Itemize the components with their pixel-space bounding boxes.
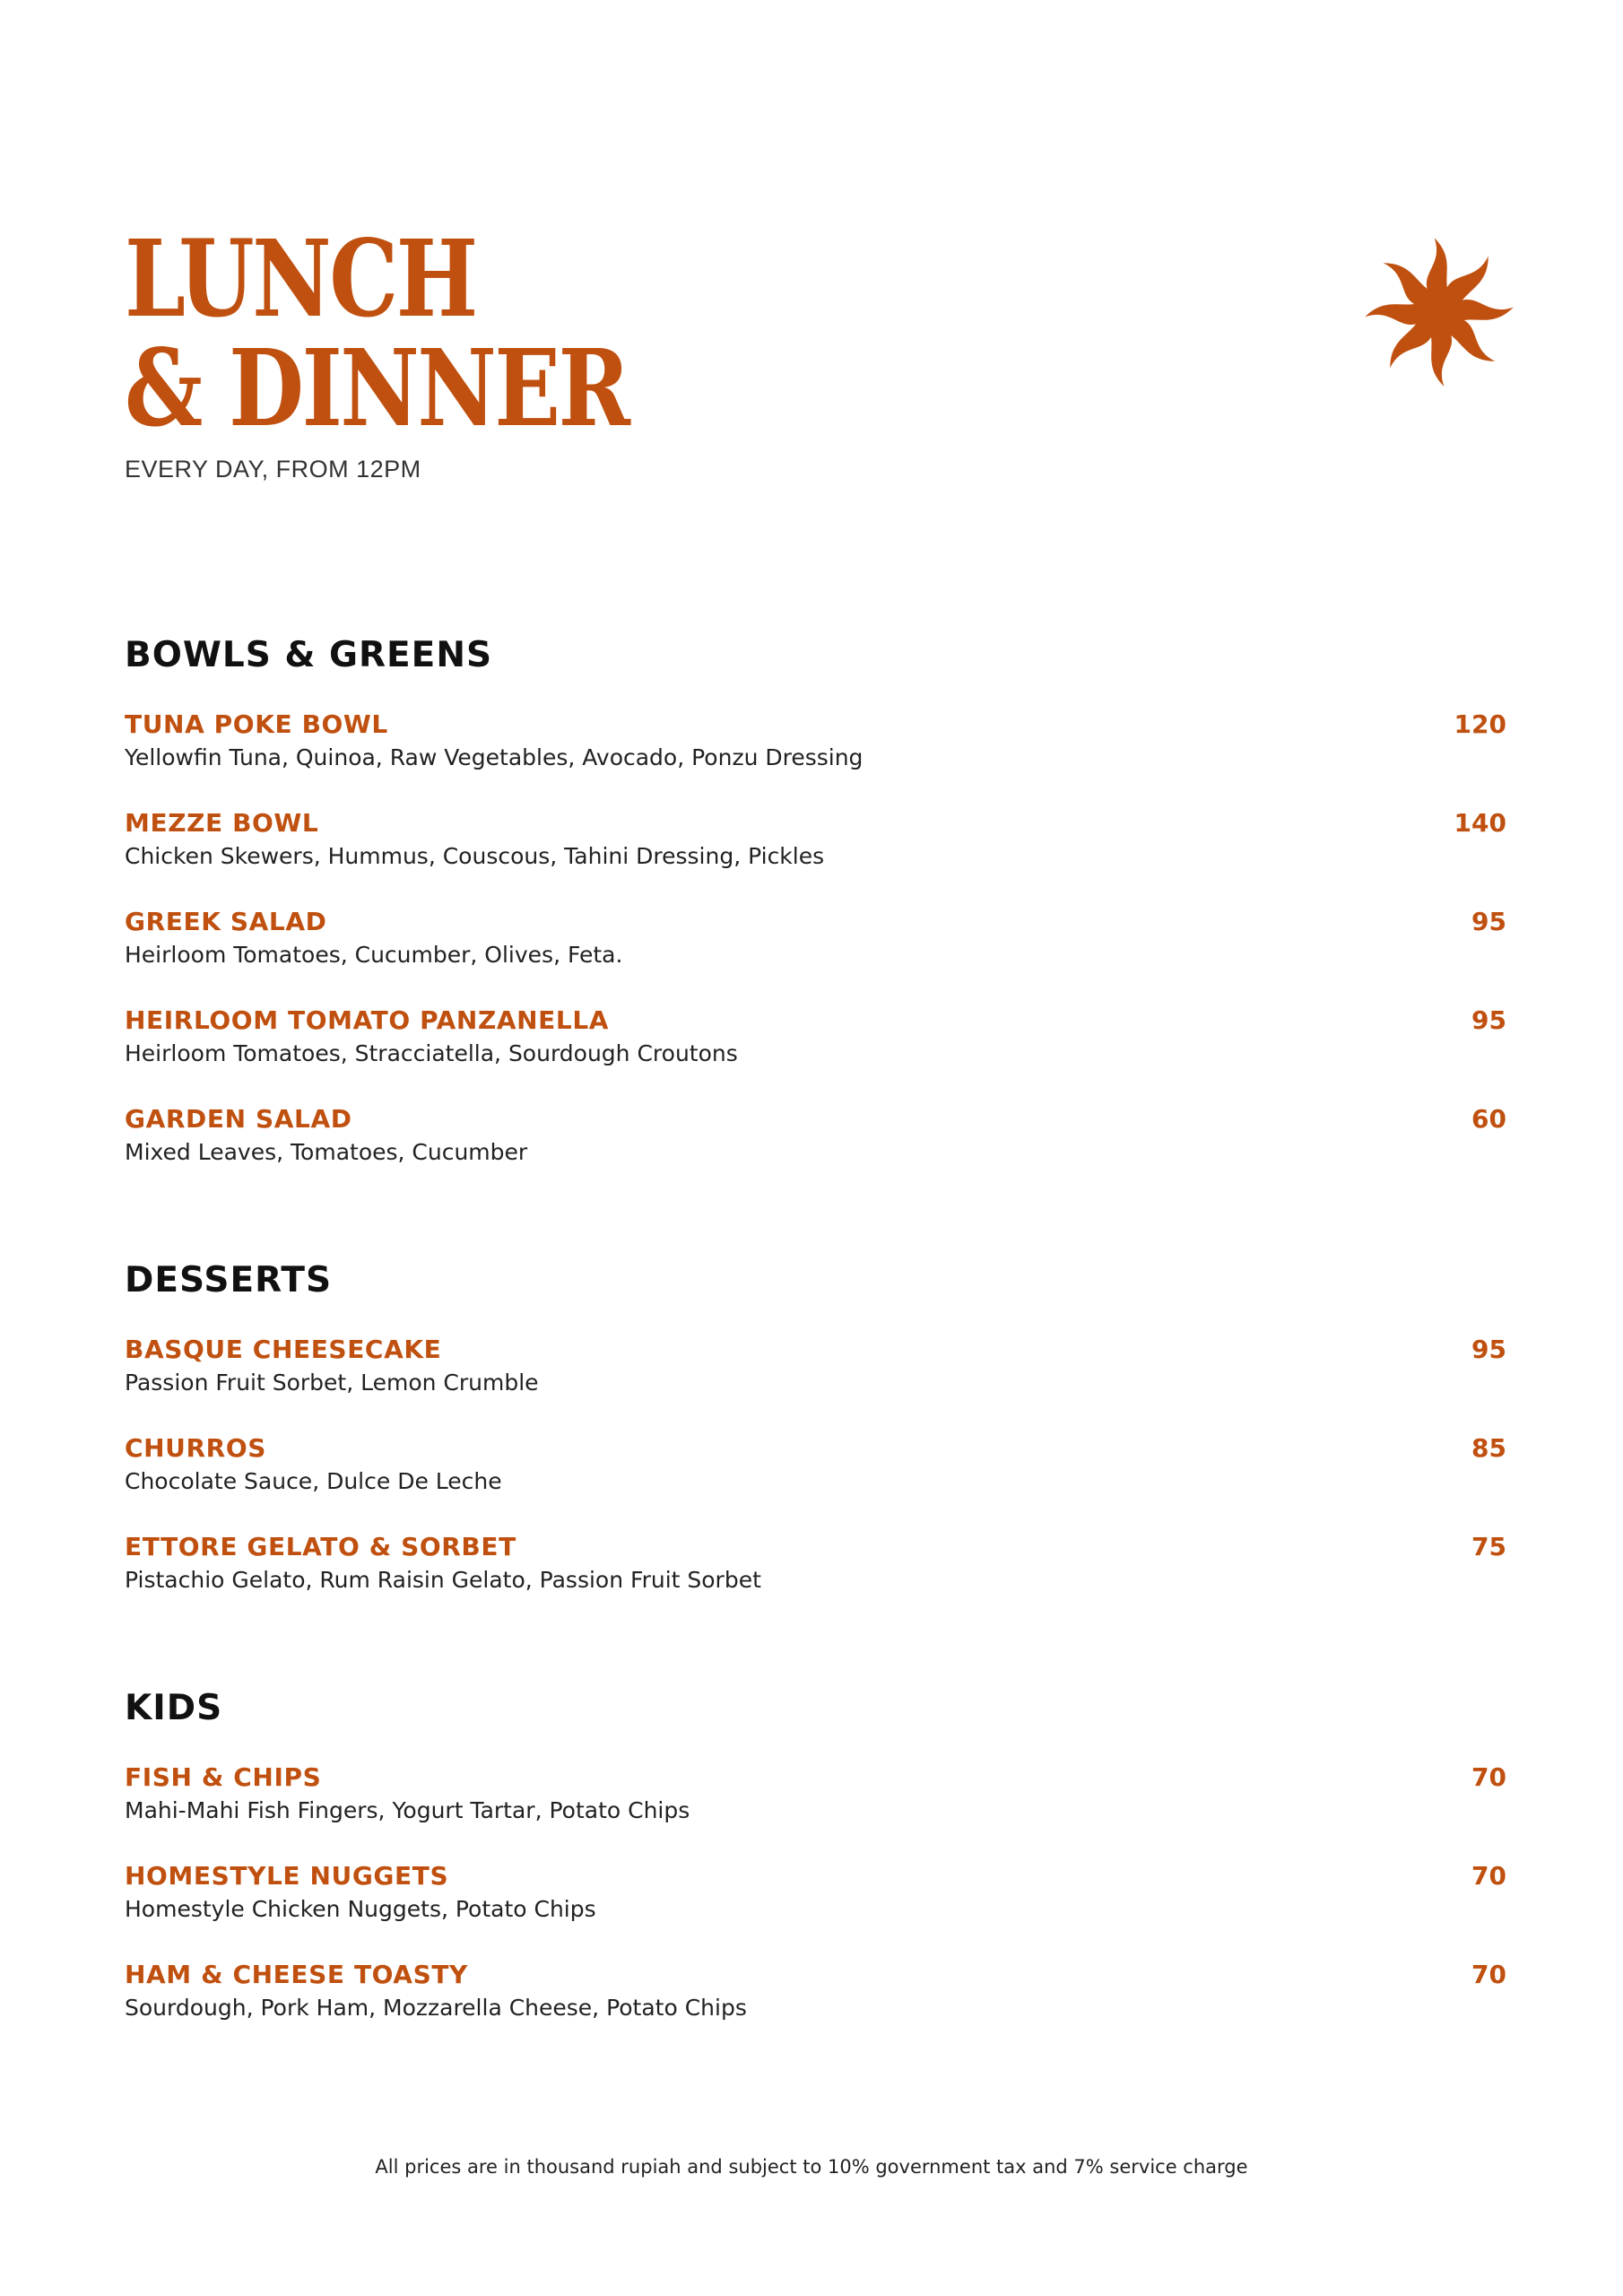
item-price: 85: [1471, 1433, 1506, 1463]
item-description: Heirloom Tomatoes, Cucumber, Olives, Feta.: [125, 942, 623, 968]
item-description: Chicken Skewers, Hummus, Couscous, Tahini Dressing, Pickles: [125, 843, 825, 869]
item-name: FISH & CHIPS: [125, 1762, 322, 1792]
item-description: Passion Fruit Sorbet, Lemon Crumble: [125, 1370, 539, 1396]
menu-title: [125, 216, 1257, 450]
item-price: 95: [1471, 907, 1506, 936]
menu-item: [125, 1432, 1506, 1531]
item-price: 75: [1471, 1532, 1506, 1561]
item-name: GARDEN SALAD: [125, 1104, 352, 1134]
section-heading: KIDS: [125, 1688, 223, 1728]
item-description: Yellowfin Tuna, Quinoa, Raw Vegetables, Avocado, Ponzu Dressing: [125, 744, 864, 770]
menu-item: [125, 709, 1506, 807]
menu-item: [125, 1004, 1506, 1103]
service-hours: EVERY DAY, FROM 12PM: [125, 456, 421, 483]
item-name: MEZZE BOWL: [125, 808, 319, 838]
item-price: 95: [1471, 1335, 1506, 1364]
item-name: CHURROS: [125, 1433, 267, 1463]
item-name: ETTORE GELATO & SORBET: [125, 1532, 516, 1561]
item-description: Chocolate Sauce, Dulce De Leche: [125, 1468, 502, 1494]
menu-title-line-2: & DINNER: [125, 326, 629, 450]
item-description: Heirloom Tomatoes, Stracciatella, Sourdough Croutons: [125, 1040, 738, 1066]
item-price: 70: [1471, 1861, 1506, 1891]
menu-item: [125, 1761, 1506, 1860]
item-price: 70: [1471, 1960, 1506, 1989]
item-name: TUNA POKE BOWL: [125, 709, 388, 739]
menu-item: [125, 1103, 1506, 1202]
item-name: GREEK SALAD: [125, 907, 327, 936]
item-price: 140: [1454, 808, 1506, 838]
pricing-note: All prices are in thousand rupiah and subject to 10% government tax and 7% service charge: [375, 2156, 1248, 2178]
item-description: Mahi-Mahi Fish Fingers, Yogurt Tartar, Potato Chips: [125, 1797, 690, 1823]
menu-item: [125, 1334, 1506, 1432]
menu-item: [125, 807, 1506, 906]
item-price: 70: [1471, 1762, 1506, 1792]
item-price: 120: [1454, 709, 1506, 739]
item-name: HEIRLOOM TOMATO PANZANELLA: [125, 1005, 610, 1035]
item-name: HOMESTYLE NUGGETS: [125, 1861, 449, 1891]
menu-title-line-1: LUNCH: [125, 216, 476, 341]
item-description: Pistachio Gelato, Rum Raisin Gelato, Passion Fruit Sorbet: [125, 1567, 761, 1593]
menu-item: [125, 1531, 1506, 1630]
menu-item: [125, 1959, 1506, 2057]
section-bowls-greens: [125, 633, 1506, 1202]
item-description: Homestyle Chicken Nuggets, Potato Chips: [125, 1896, 596, 1922]
section-heading: DESSERTS: [125, 1260, 333, 1300]
menu-header: [125, 216, 1506, 483]
menu-item: [125, 1860, 1506, 1959]
item-description: Sourdough, Pork Ham, Mozzarella Cheese, Potato Chips: [125, 1995, 747, 2021]
item-name: HAM & CHEESE TOASTY: [125, 1960, 468, 1989]
sun-icon: [1358, 231, 1520, 393]
section-heading: BOWLS & GREENS: [125, 635, 493, 675]
item-price: 95: [1471, 1005, 1506, 1035]
section-desserts: [125, 1258, 1506, 1630]
item-description: Mixed Leaves, Tomatoes, Cucumber: [125, 1139, 528, 1165]
menu-item: [125, 906, 1506, 1004]
item-price: 60: [1471, 1104, 1506, 1134]
item-name: BASQUE CHEESECAKE: [125, 1335, 442, 1364]
section-kids: [125, 1686, 1506, 2057]
